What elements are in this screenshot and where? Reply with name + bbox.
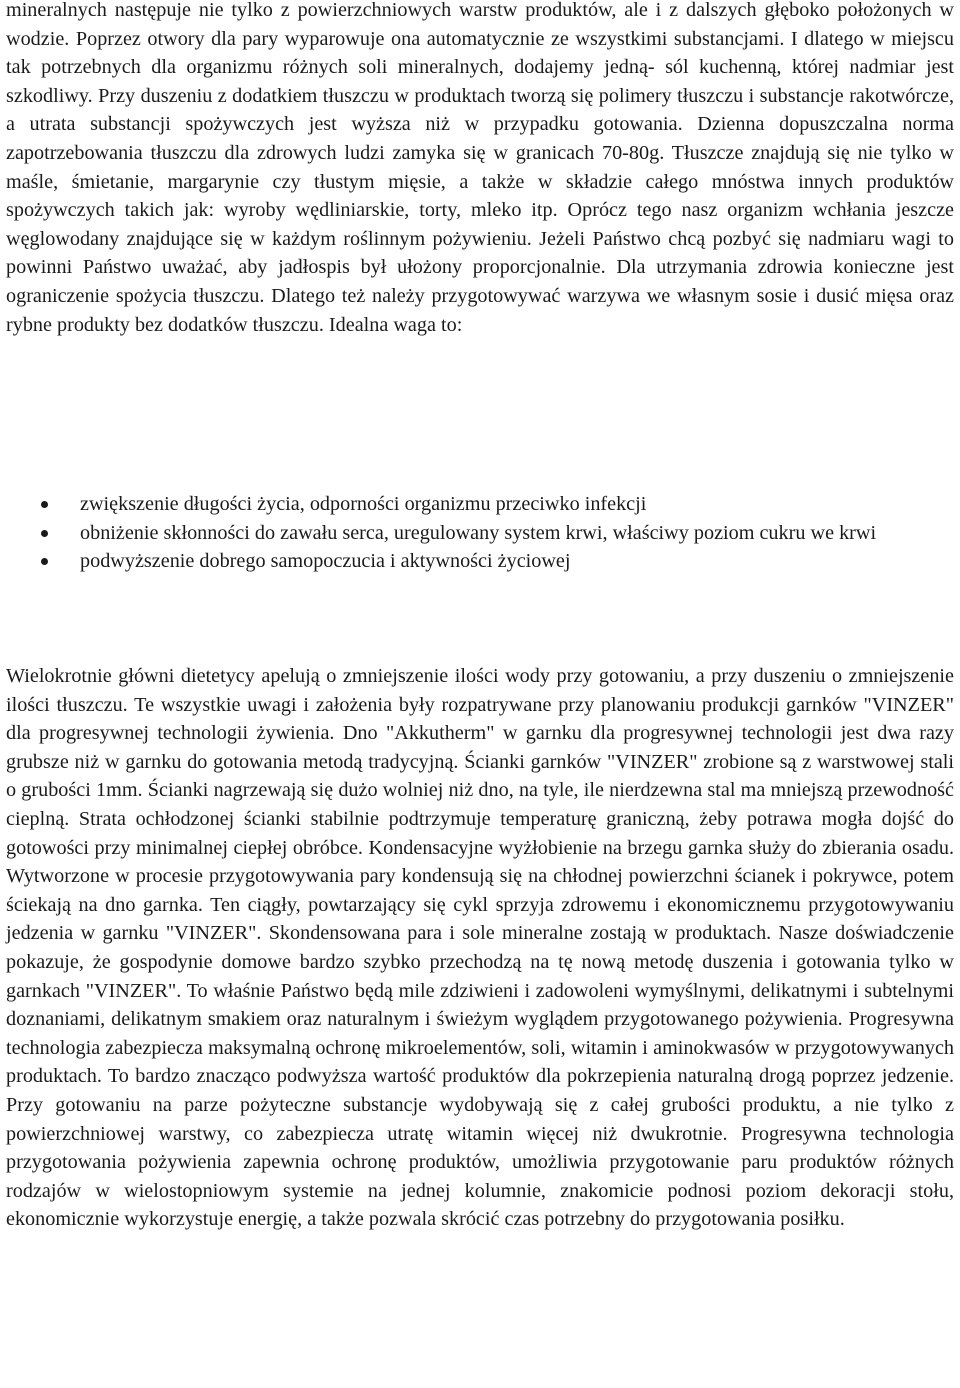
body-paragraph-2: Wielokrotnie główni dietetycy apelują o zmniejszenie ilości wody przy gotowaniu, a przy duszeniu o zmniejszenie ilości tłuszczu. Te wszystkie uwagi i założenia były rozpatrywane przy planowaniu produkcji garnków "VINZER" dla progresywnej technologii żywienia. Dno "Akkutherm" w garnku dla progresywnej technologii jest dwa razy grubsze niż w garnku do gotowania metodą tradycyjną. Ścianki garnków "VINZER" zrobione są z warstwowej stali o grubości 1mm. Ścianki nagrzewają się dużo wolniej niż dno, na tyle, ile nierdzewna stal ma mniejszą przewodność cieplną. Strata ochłodzonej ścianki stabilnie podtrzymuje temperaturę graniczną, żeby potrawa mogła dojść do gotowości przy minimalnej ciepłej obróbce. Kondensacyjne wyżłobienie na brzegu garnka służy do zbierania osadu. Wytworzone w procesie przygotowywania pary kondensują się na chłodnej powierzchni ścianek i pokrywce, potem ściekają na dno garnka. Ten ciągły, powtarzający się cykl sprzyja zdrowemu i ekonomicznemu przygotowywaniu jedzenia w garnku "VINZER". Skondensowana para i sole mineralne zostają w produktach. Nasze doświadczenie pokazuje, że gospodynie domowe bardzo szybko przechodzą na tę nową metodę duszenia i gotowania tylko w garnkach "VINZER". To właśnie Państwo będą mile zdziwieni i zadowoleni wymyślnymi, delikatnymi i subtelnymi doznaniami, delikatnym smakiem oraz naturalnym i świeżym wyglądem przygotowanego pożywienia. Progresywna technologia zabezpiecza maksymalną ochronę mikroelementów, soli, witamin i aminokwasów w przygotowywanych produktach. To bardzo znacząco podwyższa wartość produktów dla pokrzepienia naturalną drogą poprzez jedzenie. Przy gotowaniu na parze pożyteczne substancje wydobywają się z całej grubości produktu, a nie tylko z powierzchniowej warstwy, co zabezpiecza utratę witamin więcej niż dwukrotnie. Progresywna technologia przygotowania pożywienia zapewnia ochronę produktów, umożliwia przygotowanie paru produktów różnych rodzajów w wielostopniowym systemie na jednej kolumnie, znakomicie podnosi poziom dekoracji stołu, ekonomicznie wykorzystuje energię, a także pozwala skrócić czas potrzebny do przygotowania posiłku. xyxy=(6,665,954,1231)
body-paragraph-1: mineralnych następuje nie tylko z powierzchniowych warstw produktów, ale i z dalszych głęboko położonych w wodzie. Poprzez otwory dla pary wyparowuje ona automatycznie ze wszystkimi substancjami. I dlatego w miejscu tak potrzebnych dla organizmu różnych soli mineralnych, dodajemy jedną- sól kuchenną, której nadmiar jest szkodliwy. Przy duszeniu z dodatkiem tłuszczu w produktach tworzą się polimery tłuszczu i substancje rakotwórcze, a utrata substancji spożywczych jest wyższa niż w przypadku gotowania. Dzienna dopuszczalna norma zapotrzebowania tłuszczu dla zdrowych ludzi zamyka się w granicach 70-80g. Tłuszcze znajdują się nie tylko w maśle, śmietanie, margarynie czy tłustym mięsie, a także w składzie całego mnóstwa innych produktów spożywczych takich jak: wyroby wędliniarskie, torty, mleko itp. Oprócz tego nasz organizm wchłania jeszcze węglowodany znajdujące się w każdym roślinnym pożywieniu. Jeżeli Państwo chcą pozbyć się nadmiaru wagi to powinni Państwo uważać, aby jadłospis był ułożony proporcjonalnie. Dla utrzymania zdrowia konieczne jest ograniczenie spożycia tłuszczu. Dlatego też należy przygotowywać warzywa we własnym sosie i dusić mięsa oraz rybne produkty bez dodatków tłuszczu. Idealna waga to: xyxy=(6,0,954,336)
benefits-list xyxy=(0,490,960,576)
list-item xyxy=(0,519,960,548)
list-item xyxy=(0,547,960,576)
bullet-dot-icon xyxy=(41,558,48,565)
bullet-dot-icon xyxy=(41,530,48,537)
bullet-dot-icon xyxy=(41,501,48,508)
list-item-text: podwyższenie dobrego samopoczucia i aktywności życiowej xyxy=(80,550,571,573)
list-item-text: obniżenie skłonności do zawału serca, uregulowany system krwi, właściwy poziom cukru we krwi xyxy=(80,521,877,544)
list-item xyxy=(0,490,960,519)
list-item-text: zwiększenie długości życia, odporności organizmu przeciwko infekcji xyxy=(80,493,647,515)
